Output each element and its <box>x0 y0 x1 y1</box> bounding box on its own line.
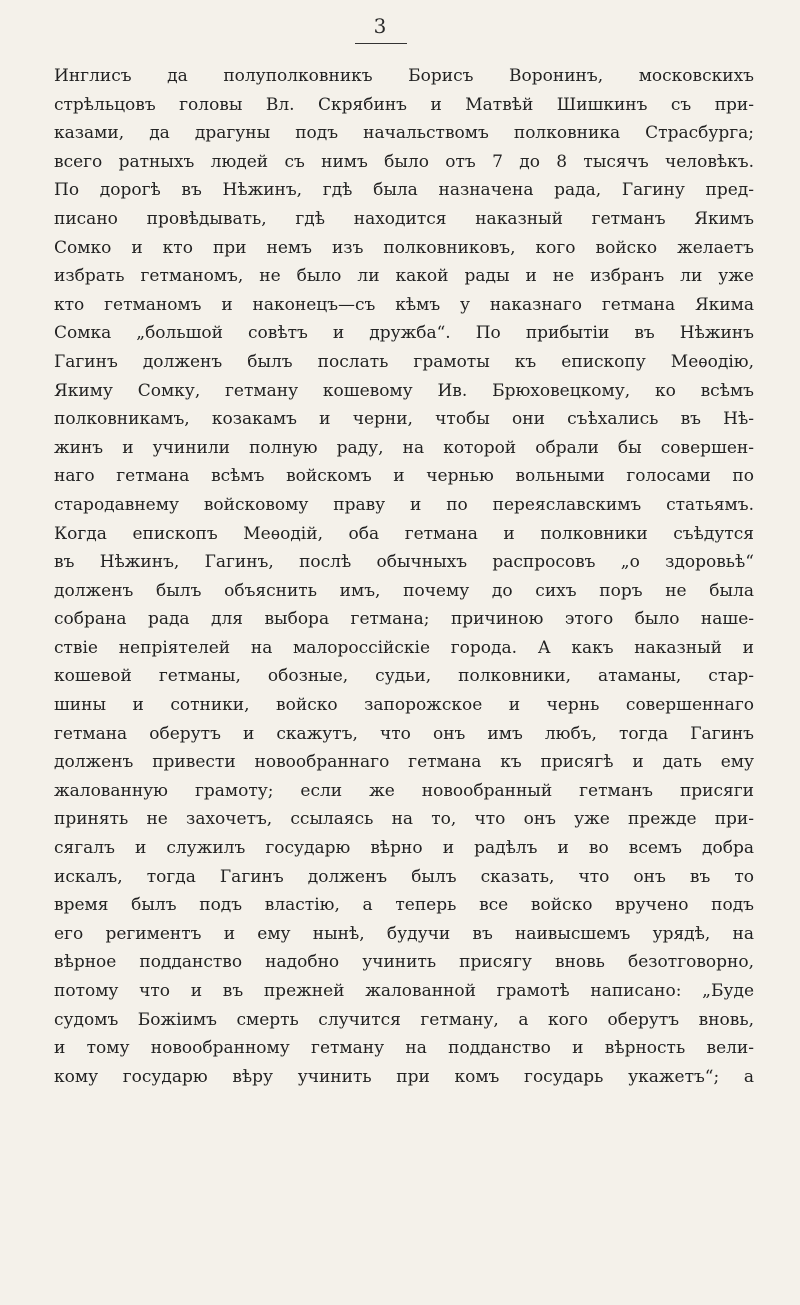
text-line: жалованную грамоту; если же новообранный гетманъ присяги <box>54 780 754 801</box>
text-line: сягалъ и служилъ государю вѣрно и радѣлъ и во всемъ добра <box>54 838 754 859</box>
page-number: 3 <box>373 14 387 38</box>
text-line: искалъ, тогда Гагинъ долженъ былъ сказать, что онъ въ то <box>54 866 754 887</box>
text-line: Гагинъ долженъ былъ послать грамоты къ епископу Меѳодію, <box>54 351 754 372</box>
text-line: собрана рада для выбора гетмана; причиною этого было наше- <box>54 609 754 630</box>
text-line: время былъ подъ властію, а теперь все войско вручено подъ <box>54 895 754 916</box>
text-line: Сомко и кто при немъ изъ полковниковъ, кого войско желаетъ <box>54 237 754 258</box>
text-line: стародавнему войсковому праву и по переяславскимъ статьямъ. <box>54 494 754 515</box>
text-line: кому государю вѣру учинить при комъ государь укажетъ“; а <box>54 1066 754 1087</box>
text-line: судомъ Божіимъ смерть случится гетману, а кого оберутъ вновь, <box>54 1009 754 1030</box>
text-line: вѣрное подданство надобно учинить присягу вновь безотговорно, <box>54 952 754 973</box>
text-line: жинъ и учинили полную раду, на которой обрали бы совершен- <box>54 437 754 458</box>
text-line: принять не захочетъ, ссылаясь на то, что онъ уже прежде при- <box>54 809 754 830</box>
text-line: Когда епископъ Меѳодій, оба гетмана и полковники съѣдутся <box>54 523 754 544</box>
text-line: избрать гетманомъ, не было ли какой рады и не избранъ ли уже <box>54 266 754 287</box>
text-line: писано провѣдывать, гдѣ находится наказный гетманъ Якимъ <box>54 208 754 229</box>
body-text <box>54 62 754 1091</box>
text-line: въ Нѣжинъ, Гагинъ, послѣ обычныхъ распросовъ „о здоровьѣ“ <box>54 552 754 573</box>
text-line: Инглисъ да полуполковникъ Борисъ Воронинъ, московскихъ <box>54 66 754 86</box>
text-line: его региментъ и ему нынѣ, будучи въ наивысшемъ урядѣ, на <box>54 923 754 944</box>
text-line: потому что и въ прежней жалованной грамотѣ написано: „Буде <box>54 981 754 1001</box>
text-line: стрѣльцовъ головы Вл. Скрябинъ и Матвѣй Шишкинъ съ при- <box>54 94 754 115</box>
text-line: По дорогѣ въ Нѣжинъ, гдѣ была назначена рада, Гагину пред- <box>54 180 754 201</box>
text-line: кошевой гетманы, обозные, судьи, полковники, атаманы, стар- <box>54 666 754 687</box>
text-line: Якиму Сомку, гетману кошевому Ив. Брюховецкому, ко всѣмъ <box>54 380 754 401</box>
text-line: и тому новообранному гетману на подданство и вѣрность вели- <box>54 1038 754 1059</box>
text-line: шины и сотники, войско запорожское и чернь совершеннаго <box>54 695 754 716</box>
text-line: наго гетмана всѣмъ войскомъ и чернью вольными голосами по <box>54 466 754 487</box>
text-line: казами, да драгуны подъ начальствомъ полковника Страсбурга; <box>54 123 754 144</box>
page-number-rule <box>355 43 407 44</box>
text-line: всего ратныхъ людей съ нимъ было отъ 7 до 8 тысячъ человѣкъ. <box>54 151 754 172</box>
text-line: долженъ былъ объяснить имъ, почему до сихъ поръ не была <box>54 580 754 601</box>
text-line: гетмана оберутъ и скажутъ, что онъ имъ любъ, тогда Гагинъ <box>54 723 754 744</box>
text-line: кто гетманомъ и наконецъ—съ кѣмъ у наказнаго гетмана Якима <box>54 294 754 315</box>
text-line: ствіе непріятелей на малороссійскіе города. А какъ наказный и <box>54 637 754 658</box>
text-line: Сомка „большой совѣтъ и дружба“. По прибытіи въ Нѣжинъ <box>54 323 754 344</box>
text-line: полковникамъ, козакамъ и черни, чтобы они съѣхались въ Нѣ- <box>54 409 754 430</box>
text-line: долженъ привести новообраннаго гетмана къ присягѣ и дать ему <box>54 752 754 773</box>
